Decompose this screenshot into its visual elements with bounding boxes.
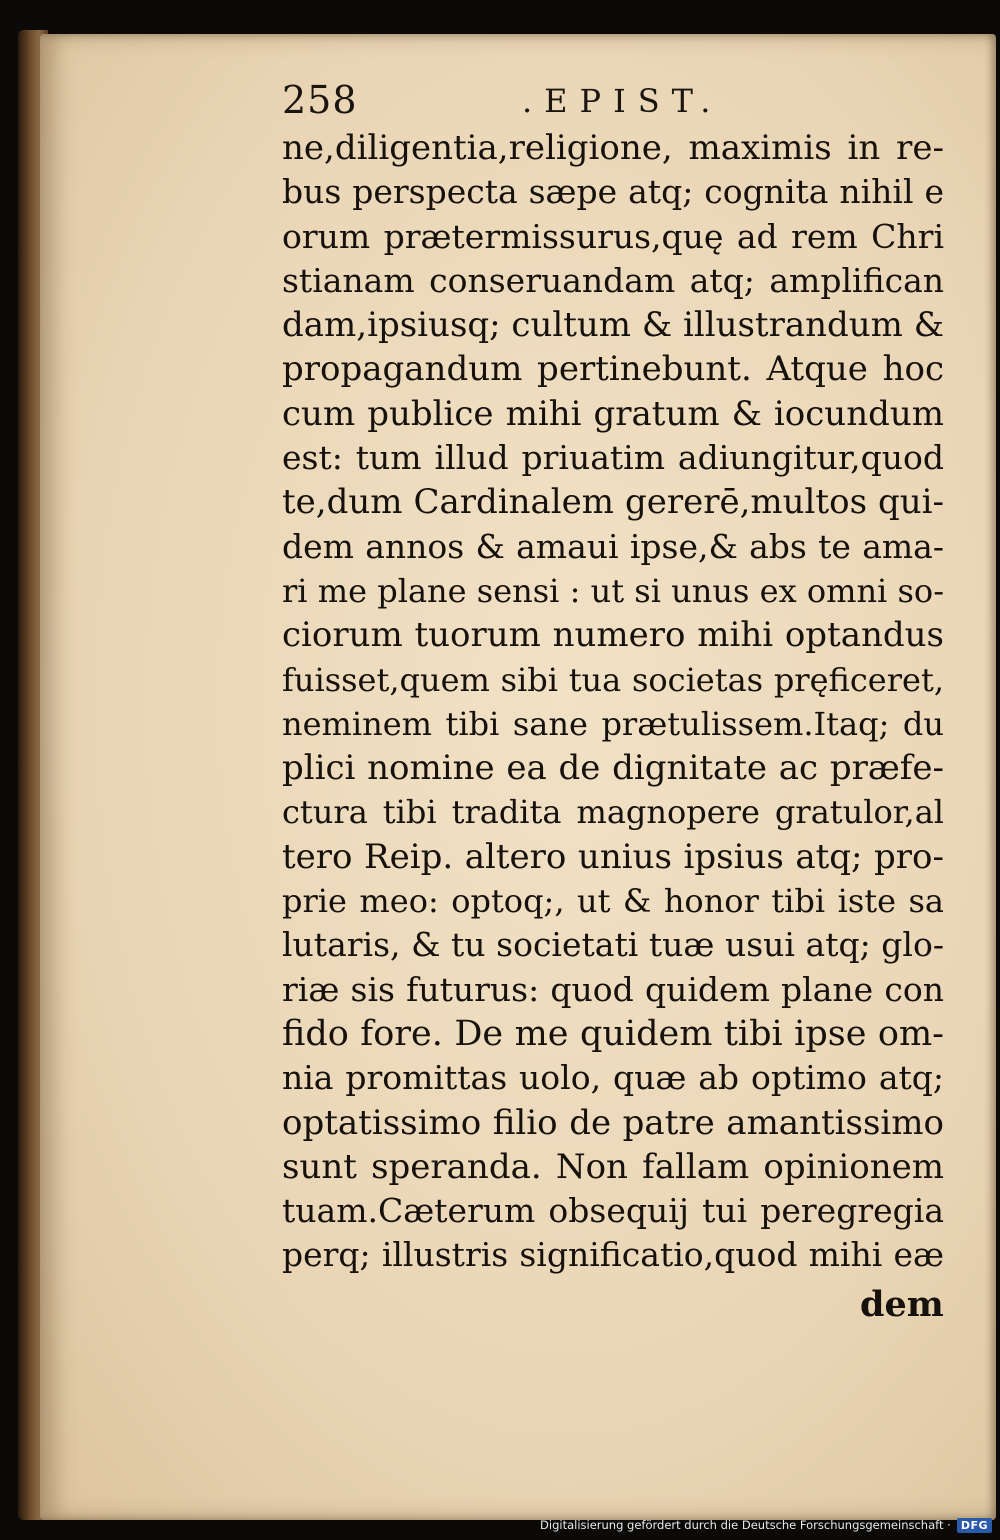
text-line: ne,diligentia,religione, maximis in re- <box>282 128 944 168</box>
footer-credit: Digitalisierung gefördert durch die Deutsche Forschungsgemeinschaft · <box>540 1518 951 1532</box>
text-line: neminem tibi sane prætulissem.Itaq; du <box>282 704 944 743</box>
text-line: sunt speranda. Non fallam opinionem <box>282 1146 944 1187</box>
text-line: prie meo: optoq;, ut & honor tibi iste sa <box>282 882 944 921</box>
text-line: tero Reip. altero unius ipsius atq; pro- <box>282 836 944 877</box>
text-line: bus perspecta sæpe atq; cognita nihil e <box>282 172 944 212</box>
text-line: stianam conseruandam atq; amplifican <box>282 260 944 300</box>
text-line: fuisset,quem sibi tua societas pręficeret, <box>282 660 944 699</box>
text-line: riæ sis futurus: quod quidem plane con <box>282 969 944 1009</box>
text-line: plici nomine ea de dignitate ac præfe- <box>282 748 944 789</box>
text-line: ctura tibi tradita magnopere gratulor,al <box>282 793 944 832</box>
catchword: dem <box>860 1284 944 1325</box>
text-line: nia promittas uolo, quæ ab optimo atq; <box>282 1058 944 1098</box>
running-head: .EPIST. <box>522 82 723 120</box>
text-line: propagandum pertinebunt. Atque hoc <box>282 349 944 390</box>
text-line: est: tum illud priuatim adiungitur,quod <box>282 438 944 478</box>
page-header <box>282 78 942 124</box>
text-line: dam,ipsiusq; cultum & illustrandum & <box>282 305 944 346</box>
text-line: cum publice mihi gratum & iocundum <box>282 393 944 434</box>
text-line: lutaris, & tu societati tuæ usui atq; glo- <box>282 925 944 965</box>
text-line: te,dum Cardinalem gererē,multos qui- <box>282 482 944 523</box>
text-line: fido fore. De me quidem tibi ipse om- <box>282 1013 944 1054</box>
digitization-footer <box>540 1514 992 1536</box>
text-line: ri me plane sensi : ut si unus ex omni so- <box>282 571 944 610</box>
text-line: optatissimo filio de patre amantissimo <box>282 1102 944 1143</box>
page-number: 258 <box>282 78 358 122</box>
dfg-logo: DFG <box>957 1518 992 1533</box>
text-line: ciorum tuorum numero mihi optandus <box>282 615 944 656</box>
text-line: perq; illustris significatio,quod mihi eæ <box>282 1235 944 1275</box>
text-line: dem annos & amaui ipse,& abs te ama- <box>282 526 944 566</box>
body-text <box>282 126 944 1278</box>
text-line: tuam.Cæterum obsequij tui peregregia <box>282 1191 944 1231</box>
text-line: orum prætermissurus,quę ad rem Chri <box>282 216 944 256</box>
